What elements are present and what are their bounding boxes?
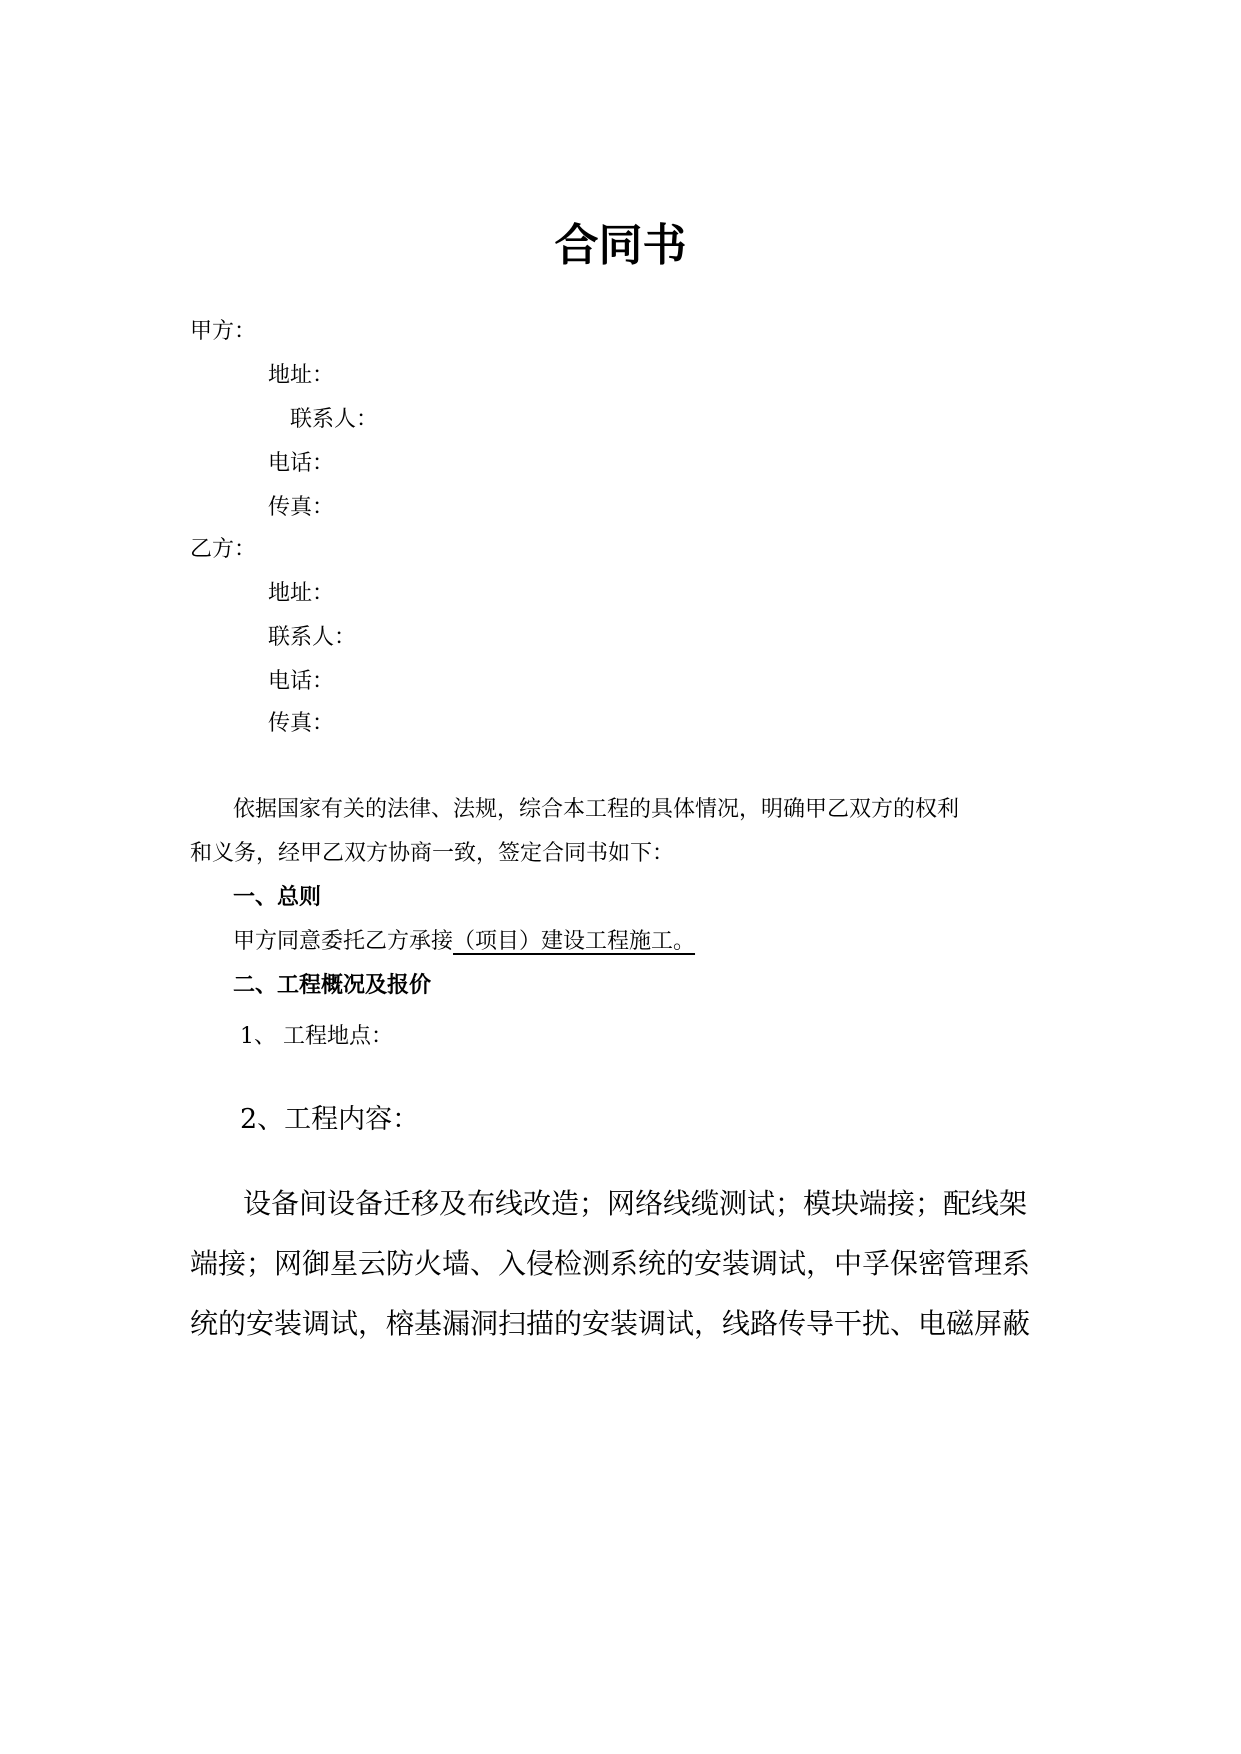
section-1-text	[233, 927, 695, 957]
party-b-address: 地址：	[268, 581, 335, 606]
content-line-1: 设备间设备迁移及布线改造；网络线缆测试；模块端接；配线架	[243, 1187, 1028, 1220]
project-location: 1、 工程地点：	[240, 1024, 393, 1049]
section-2-heading: 二、工程概况及报价	[233, 973, 432, 998]
party-b-label: 乙方：	[190, 537, 257, 562]
party-a-label: 甲方：	[190, 319, 257, 344]
party-a-phone: 电话：	[268, 451, 335, 476]
content-line-3: 统的安装调试，榕基漏洞扫描的安装调试，线路传导干扰、电磁屏蔽	[190, 1307, 1031, 1340]
party-a-address: 地址：	[268, 363, 335, 388]
party-a-fax: 传真：	[268, 495, 335, 520]
project-content-heading: 2、工程内容：	[240, 1104, 420, 1135]
intro-line-1: 依据国家有关的法律、法规，综合本工程的具体情况，明确甲乙双方的权利	[233, 797, 960, 822]
document-title: 合同书	[554, 220, 687, 271]
content-line-2: 端接；网御星云防火墙、入侵检测系统的安装调试，中孚保密管理系	[190, 1247, 1031, 1280]
section-1-heading: 一、总则	[233, 885, 322, 910]
party-b-contact: 联系人：	[268, 625, 357, 650]
party-b-phone: 电话：	[268, 669, 335, 694]
intro-line-2: 和义务，经甲乙双方协商一致，签定合同书如下：	[190, 841, 675, 866]
party-a-contact: 联系人：	[290, 407, 379, 432]
party-b-fax: 传真：	[268, 711, 335, 736]
section-1-text-underlined: （项目）建设工程施工。	[453, 929, 696, 954]
section-1-text-prefix: 甲方同意委托乙方承接	[233, 929, 454, 954]
